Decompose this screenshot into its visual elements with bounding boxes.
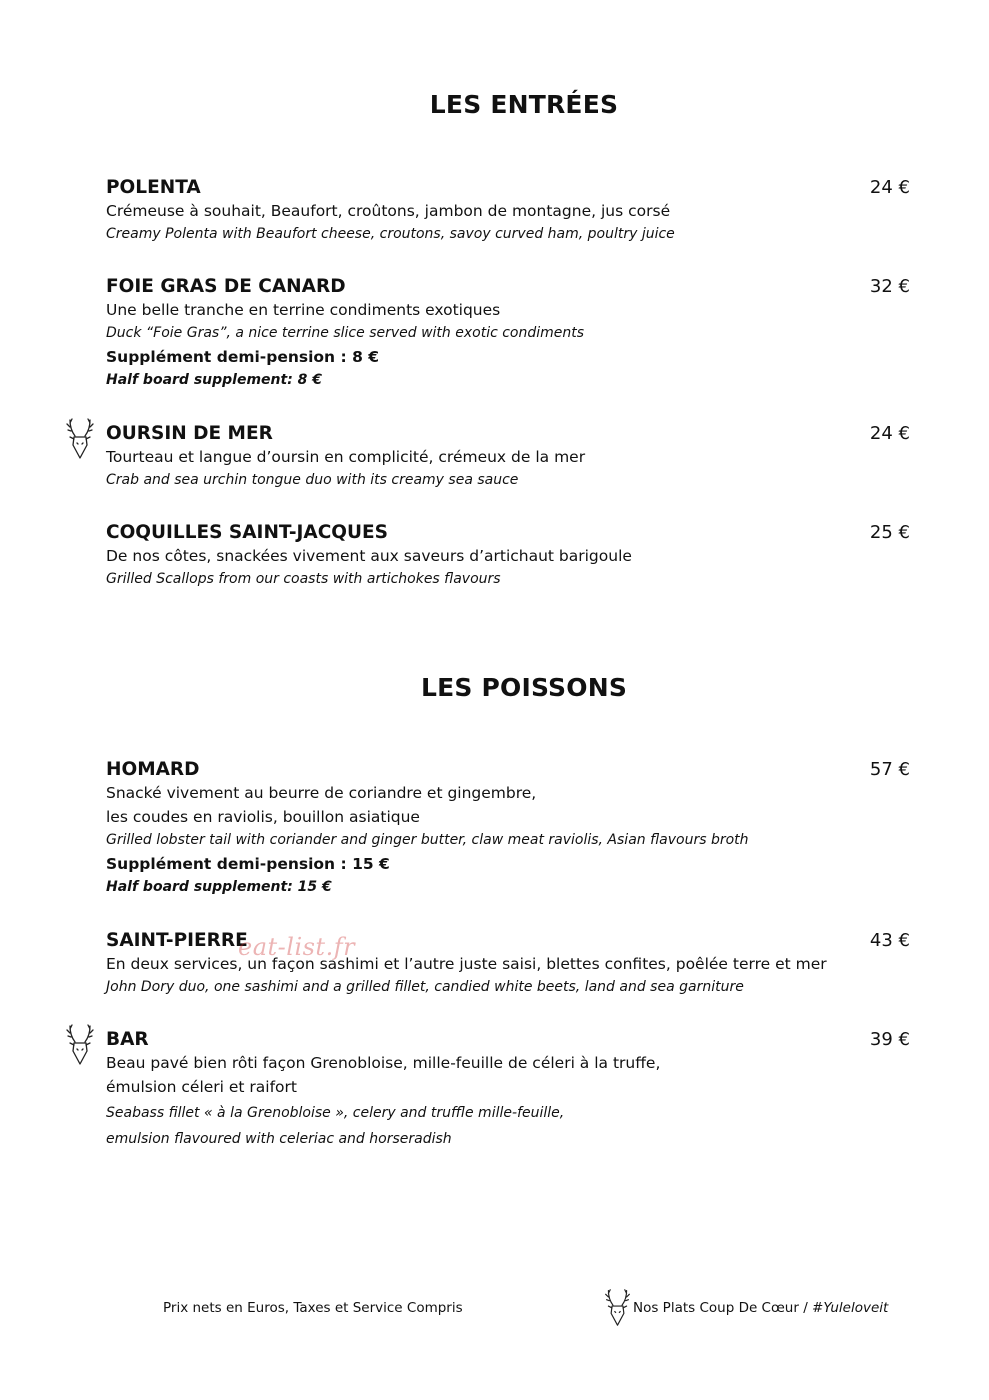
dish-price: 24 € [869,177,910,198]
footer-favorites-tag: #Yuleloveit [812,1300,889,1316]
deer-head-icon [66,1022,94,1066]
deer-head-icon [604,1287,631,1327]
dish-name: OURSIN DE MER [106,423,273,444]
dish-description-en: John Dory duo, one sashimi and a grilled fillet, candied white beets, land and sea garniture [106,979,744,995]
dish-description-fr: les coudes en raviolis, bouillon asiatique [106,808,420,826]
dish-price: 32 € [869,276,910,297]
supplement-en: Half board supplement: 15 € [106,879,332,895]
menu-item [106,177,926,246]
supplement-fr: Supplément demi-pension : 8 € [106,348,380,366]
section-title-entrees: LES ENTRÉES [429,90,619,119]
dish-name: SAINT-PIERRE [106,930,248,951]
footer-favorites-label: Nos Plats Coup De Cœur / [633,1300,813,1316]
dish-description-en: Grilled lobster tail with coriander and ginger butter, claw meat raviolis, Asian flavours broth [106,832,749,848]
dish-name: COQUILLES SAINT-JACQUES [106,522,388,543]
dish-price: 39 € [869,1029,910,1050]
menu-item [106,522,926,591]
supplement-fr: Supplément demi-pension : 15 € [106,855,390,873]
dish-description-en: Grilled Scallops from our coasts with artichokes flavours [106,571,501,587]
supplement-en: Half board supplement: 8 € [106,372,323,388]
dish-description-en: Creamy Polenta with Beaufort cheese, croutons, savoy curved ham, poultry juice [106,226,675,242]
dish-price: 25 € [869,522,910,543]
dish-name: HOMARD [106,759,200,780]
dish-description-fr: Crémeuse à souhait, Beaufort, croûtons, jambon de montagne, jus corsé [106,202,671,220]
dish-description-en: Seabass fillet « à la Grenobloise », celery and truffle mille-feuille, [106,1105,565,1121]
dish-description-en: Duck “Foie Gras”, a nice terrine slice served with exotic condiments [106,325,585,341]
dish-description-fr: Tourteau et langue d’oursin en complicité, crémeux de la mer [106,448,586,466]
dish-description-fr: émulsion céleri et raifort [106,1078,297,1096]
dish-description-en: emulsion flavoured with celeriac and horseradish [106,1131,452,1147]
menu-item [106,276,926,392]
dish-description-fr: Snacké vivement au beurre de coriandre et gingembre, [106,784,537,802]
dish-name: FOIE GRAS DE CANARD [106,276,346,297]
footer-prices-note: Prix nets en Euros, Taxes et Service Compris [163,1300,463,1316]
deer-head-icon [66,416,94,460]
dish-price: 57 € [869,759,910,780]
dish-price: 24 € [869,423,910,444]
dish-description-fr: De nos côtes, snackées vivement aux saveurs d’artichaut barigoule [106,547,632,565]
dish-description-en: Crab and sea urchin tongue duo with its creamy sea sauce [106,472,519,488]
menu-item [106,759,926,899]
dish-name: POLENTA [106,177,201,198]
dish-description-fr: En deux services, un façon sashimi et l’autre juste saisi, blettes confites, poêlée terre et mer [106,955,827,973]
dish-description-fr: Beau pavé bien rôti façon Grenobloise, mille-feuille de céleri à la truffe, [106,1054,661,1072]
watermark: eat-list.fr [238,933,356,961]
footer-favorites-legend [633,1299,888,1317]
section-title-poissons: LES POISSONS [420,673,628,702]
menu-item [106,423,926,492]
menu-item [106,1029,926,1151]
dish-description-fr: Une belle tranche en terrine condiments exotiques [106,301,501,319]
menu-item [106,930,926,999]
dish-name: BAR [106,1029,149,1050]
dish-price: 43 € [869,930,910,951]
